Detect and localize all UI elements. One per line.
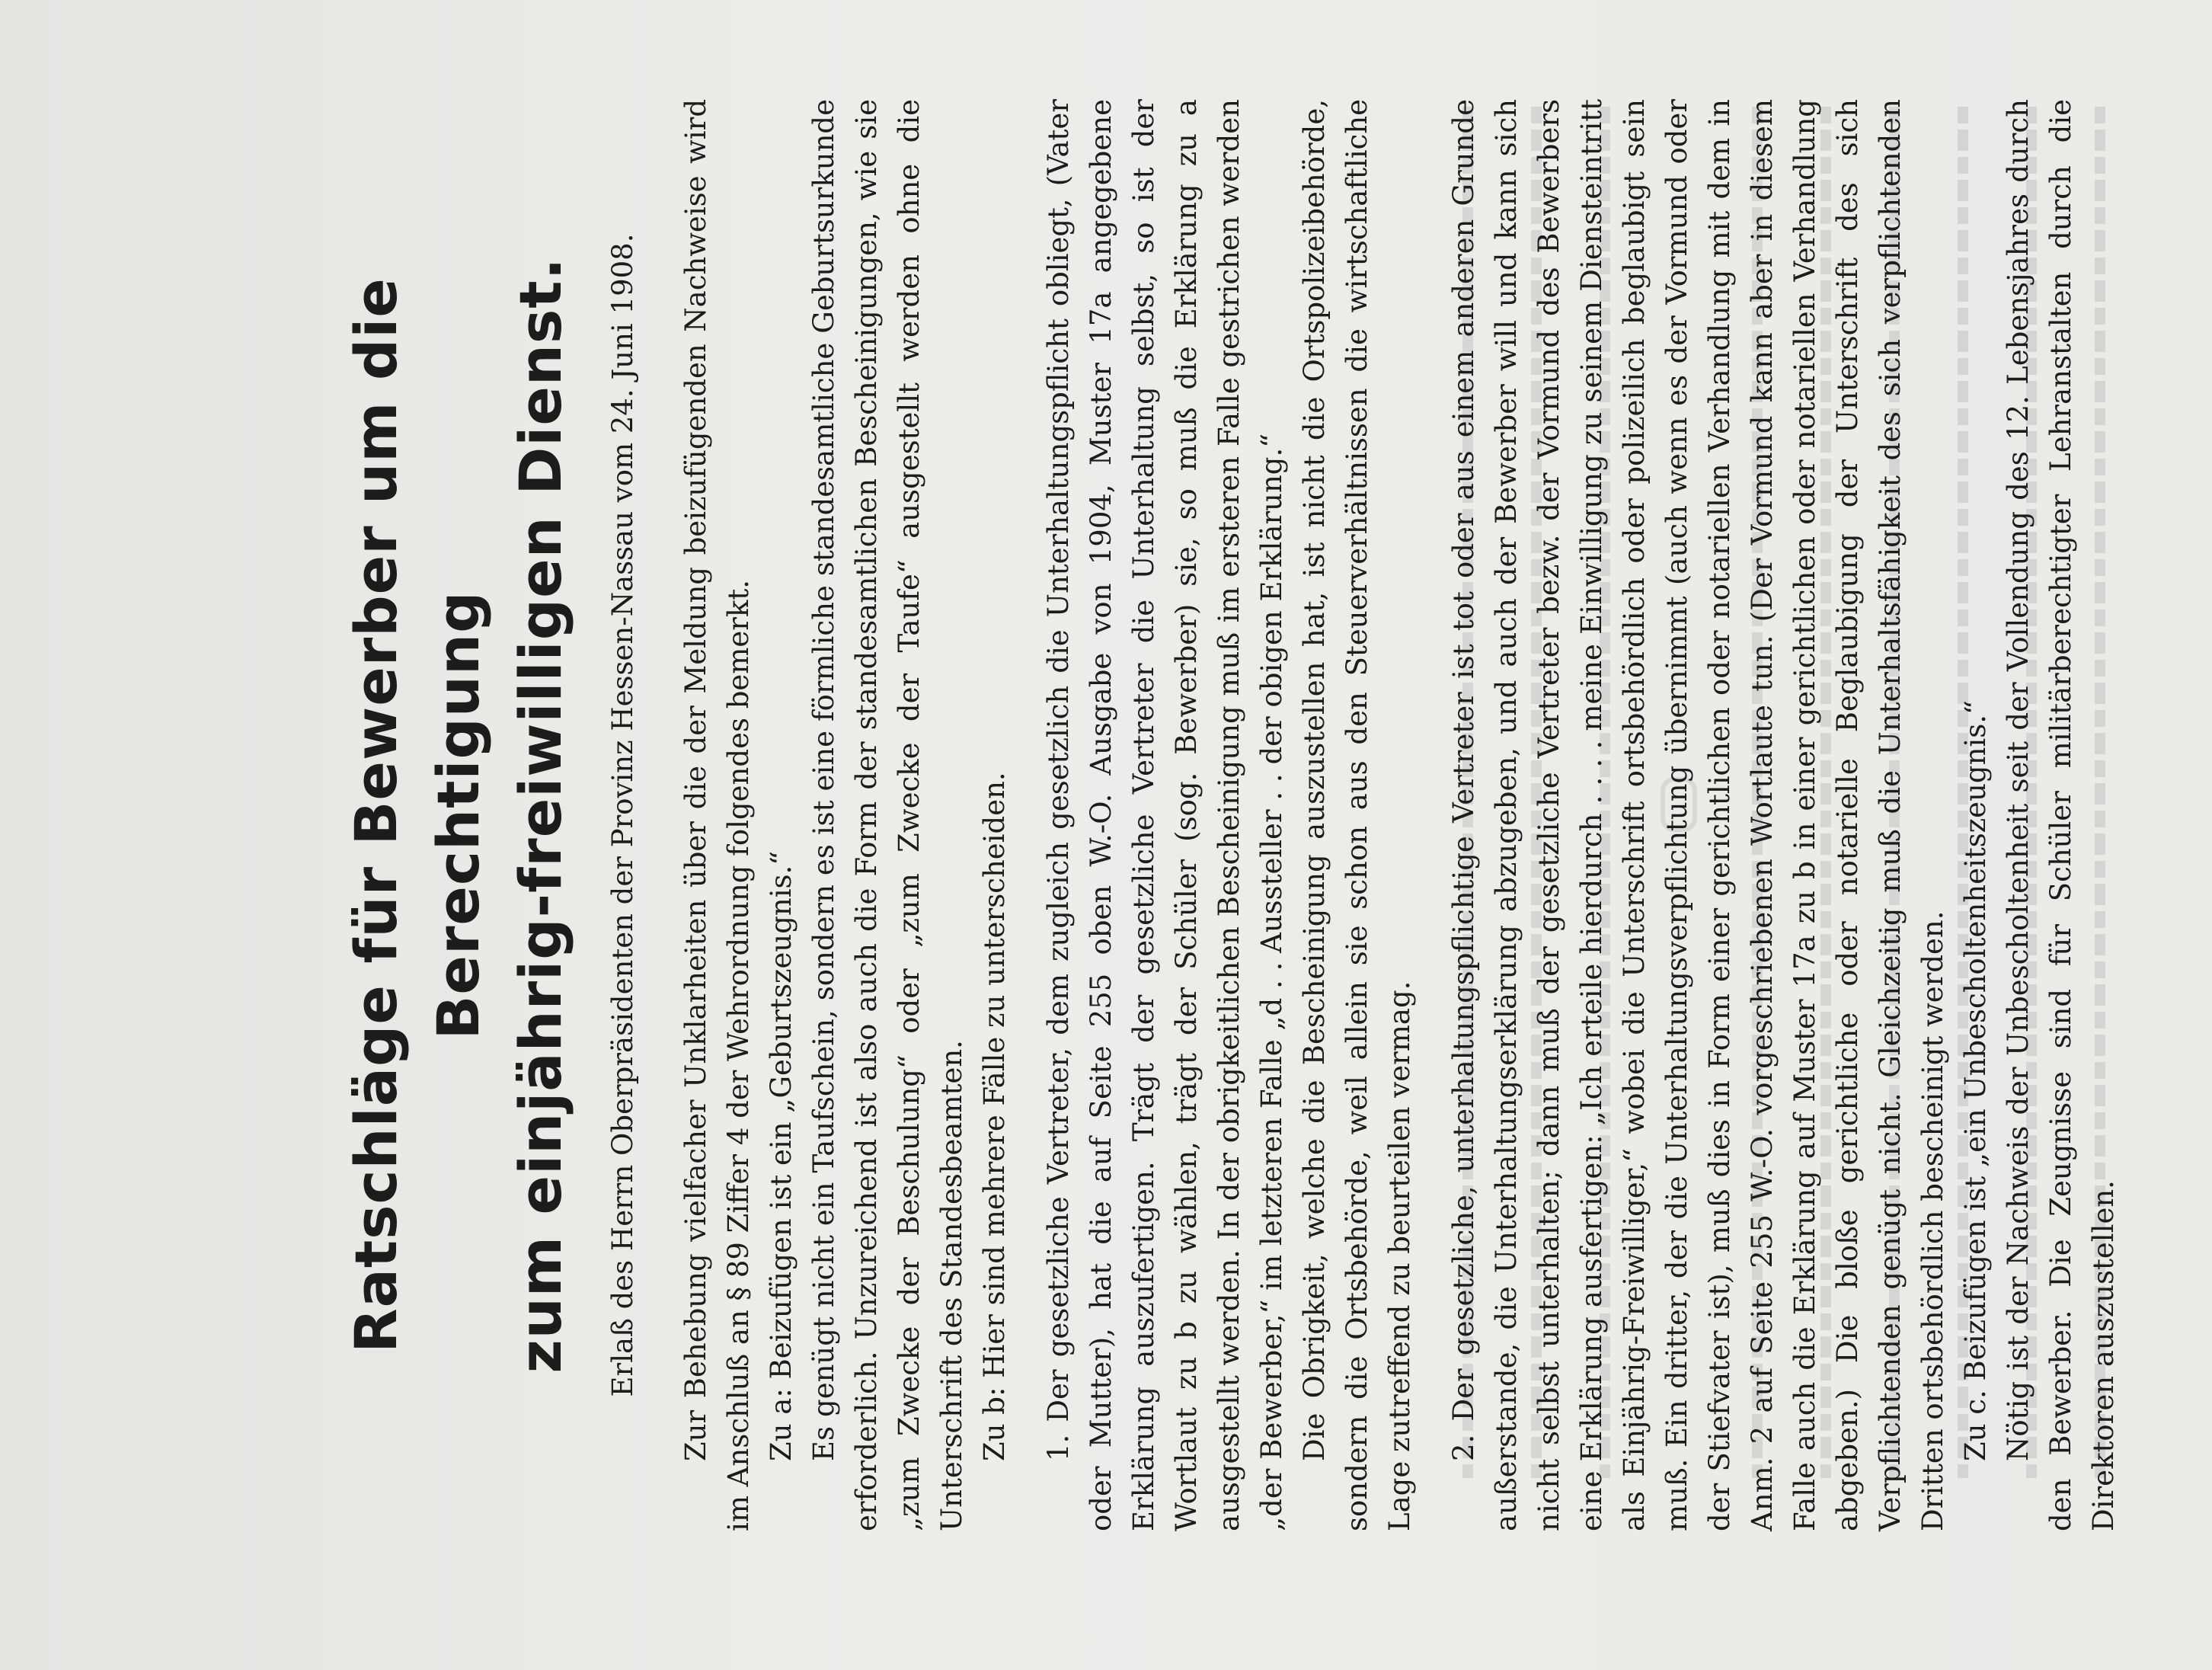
paragraph-zu-c-detail: Nötig ist der Nachweis der Unbescholtenheit seit der Vollendung des 12. Lebensjahres durch den Bewerber. Die Zeugnisse sind für Schüler militärberechtigter Lehranstalten durch die Direktoren auszustellen. <box>2002 99 2120 1531</box>
paragraph-intro: Zur Behebung vielfacher Unklarheiten über die der Meldung beizufügenden Nachweise wird im Anschluß an § 89 Ziffer 4 der Wehrordnung folgendes bemerkt. <box>679 99 755 1531</box>
paragraph-zu-c: Zu c. Beizufügen ist „ein Unbescholtenheitszeugnis.“ <box>1959 700 1992 1461</box>
paragraph-obrigkeit: Die Obrigkeit, welche die Bescheinigung auszustellen hat, ist nicht die Ortspolizeibehörde, sondern die Ortsbehörde, weil allein sie schon aus den Steuerverhältnissen die wirtschaftliche Lage zutreffend zu beurteilen vermag. <box>1298 99 1416 1531</box>
title-line-1: Ratschläge für Bewerber um die Berechtigung <box>342 277 492 1353</box>
paragraph-zu-b: Zu b: Hier sind mehrere Fälle zu unterscheiden. <box>978 772 1011 1461</box>
paragraph-case-2: 2. Der gesetzliche, unterhaltungspflichtige Vertreter ist tot oder aus einem anderen Grunde außerstande, die Unterhaltungserklärung abzugeben, und auch der Bewerber will und kann sich nicht selbst unterhalten; dann muß der gesetzliche Vertreter bezw. der Vormund des Bewerbers eine Erklärung ausfertigen: „Ich erteile hierdurch . . . . meine Einwilligung zu seinem Diensteintritt als Einjährig-Freiwilliger,“ wobei die Unterschrift ortsbehördlich oder polizeilich beglaubigt sein muß. Ein dritter, der die Unterhaltungsverpflichtung übernimmt (auch wenn es der Vormund oder der Stiefvater ist), muß dies in Form einer gerichtlichen oder notariellen Verhandlung mit dem in Anm. 2 auf Seite 255 W.-O. vorgeschriebenen Wortlaute tun. (Der Vormund kann aber in diesem Falle auch die Erklärung auf Muster 17a zu b in einer gerichtlichen oder notariellen Verhandlung abgeben.) Die bloße gerichtliche oder notarielle Beglaubigung der Unterschrift des sich Verpflichtenden genügt nicht. Gleichzeitig muß die Unterhaltsfähigkeit des sich verpflichtenden Dritten ortsbehördlich bescheinigt werden. <box>1447 99 1949 1531</box>
document-page <box>335 99 2125 1531</box>
document-title <box>335 99 582 1531</box>
decree-line: Erlaß des Herrn Oberpräsidenten der Provinz Hessen-Nassau vom 24. Juni 1908. <box>606 233 639 1397</box>
paragraph-case-1: 1. Der gesetzliche Vertreter, dem zugleich gesetzlich die Unterhaltungspflicht obliegt, (Vater oder Mutter), hat die auf Seite 255 oben W.-O. Ausgabe von 1904, Muster 17a angegebene Erklärung auszufertigen. Trägt der gesetzliche Vertreter die Unterhaltung selbst, so ist der Wortlaut zu b zu wählen, trägt der Schüler (sog. Bewerber) sie, so muß die Erklärung zu a ausgestellt werden. In der obrigkeitlichen Bescheinigung muß im ersteren Falle gestrichen werden „der Bewerber,“ im letzteren Falle „d . . Aussteller . . der obigen Erklärung.“ <box>1042 99 1288 1531</box>
paragraph-zu-a-detail: Es genügt nicht ein Taufschein, sondern es ist eine förmliche standesamtliche Geburtsurkunde erforderlich. Unzureichend ist also auch die Form der standesamtlichen Bescheinigungen, wie sie „zum Zwecke der Beschulung“ oder „zum Zwecke der Taufe“ ausgestellt werden ohne die Unterschrift des Standesbeamten. <box>807 99 968 1531</box>
paragraph-zu-a: Zu a: Beizufügen ist ein „Geburtszeugnis.“ <box>765 850 798 1461</box>
title-line-2: zum einjährig-freiwilligen Dienst. <box>507 257 574 1374</box>
document-body <box>675 99 2125 1531</box>
